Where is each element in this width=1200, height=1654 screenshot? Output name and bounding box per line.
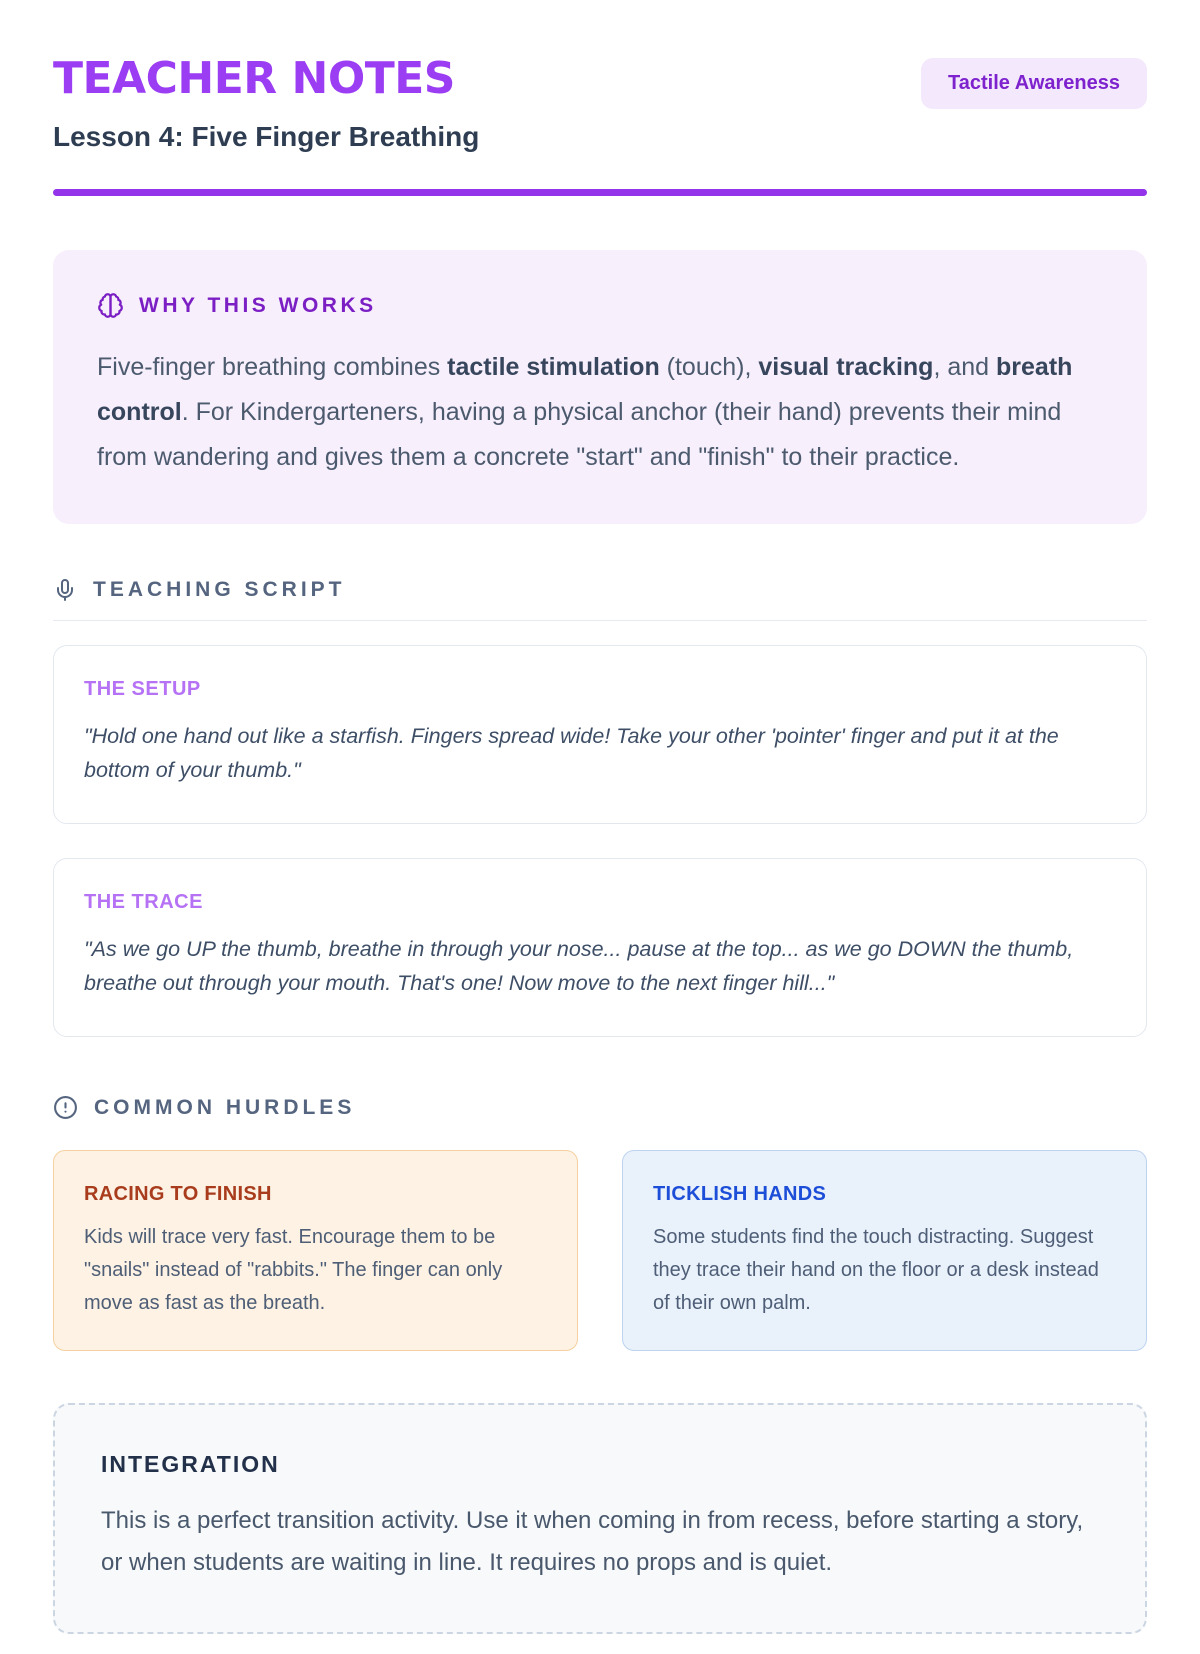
script-card-setup xyxy=(53,645,1147,824)
why-this-works-box xyxy=(53,250,1147,524)
script-card-trace xyxy=(53,858,1147,1037)
page-header xyxy=(53,53,1147,109)
brain-icon xyxy=(97,292,124,319)
why-heading-row xyxy=(97,292,1103,319)
why-this-works-heading: WHY THIS WORKS xyxy=(139,293,377,317)
why-text-segment: Five-finger breathing combines xyxy=(97,353,448,381)
script-card-quote: "As we go UP the thumb, breathe in through your nose... pause at the top... as we go DOWN the thumb, breathe out through your mouth. That's one! Now move to the next finger hill..." xyxy=(84,937,1074,995)
integration-heading: INTEGRATION xyxy=(101,1451,280,1477)
hurdle-card-body: Kids will trace very fast. Encourage them to be "snails" instead of "rabbits." The finger can only move as fast as the breath. xyxy=(84,1226,503,1314)
common-hurdles-title: COMMON HURDLES xyxy=(94,1095,356,1119)
hurdle-card-ticklish-hands xyxy=(622,1150,1147,1351)
why-bold-visual-tracking: visual tracking xyxy=(758,353,934,381)
script-card-label: THE SETUP xyxy=(84,678,201,700)
why-text-segment: . For Kindergarteners, having a physical anchor (their hand) prevents their mind from wandering and gives them a concrete "start" and "finish" to their practice. xyxy=(97,398,1062,471)
common-hurdles-header xyxy=(53,1095,1147,1120)
purple-divider xyxy=(53,189,1147,196)
why-bold-breath-control: breath control xyxy=(97,353,1073,426)
hurdles-grid xyxy=(53,1150,1147,1351)
hurdle-card-body: Some students find the touch distracting. Suggest they trace their hand on the floor or a desk instead of their own palm. xyxy=(653,1226,1099,1314)
alert-circle-icon xyxy=(53,1095,78,1120)
hurdle-card-racing-to-finish xyxy=(53,1150,578,1351)
mic-icon xyxy=(53,578,77,602)
script-card-label: THE TRACE xyxy=(84,891,203,913)
why-this-works-paragraph xyxy=(97,345,1103,480)
integration-box xyxy=(53,1403,1147,1634)
lesson-tag-badge: Tactile Awareness xyxy=(921,58,1147,109)
integration-body: This is a perfect transition activity. Use it when coming in from recess, before starting a story, or when students are waiting in line. It requires no props and is quiet. xyxy=(101,1507,1084,1576)
why-text-segment: , and xyxy=(933,353,997,381)
page-title: TEACHER NOTES xyxy=(53,53,455,104)
hurdle-card-title: TICKLISH HANDS xyxy=(653,1183,827,1205)
teaching-script-header xyxy=(53,578,1147,621)
lesson-subtitle: Lesson 4: Five Finger Breathing xyxy=(53,121,480,152)
script-card-quote: "Hold one hand out like a starfish. Fingers spread wide! Take your other 'pointer' finger and put it at the bottom of your thumb." xyxy=(84,724,1059,782)
why-bold-tactile-stimulation: tactile stimulation xyxy=(447,353,660,381)
why-text-segment: (touch), xyxy=(659,353,759,381)
hurdle-card-title: RACING TO FINISH xyxy=(84,1183,272,1205)
teaching-script-title: TEACHING SCRIPT xyxy=(93,578,346,601)
